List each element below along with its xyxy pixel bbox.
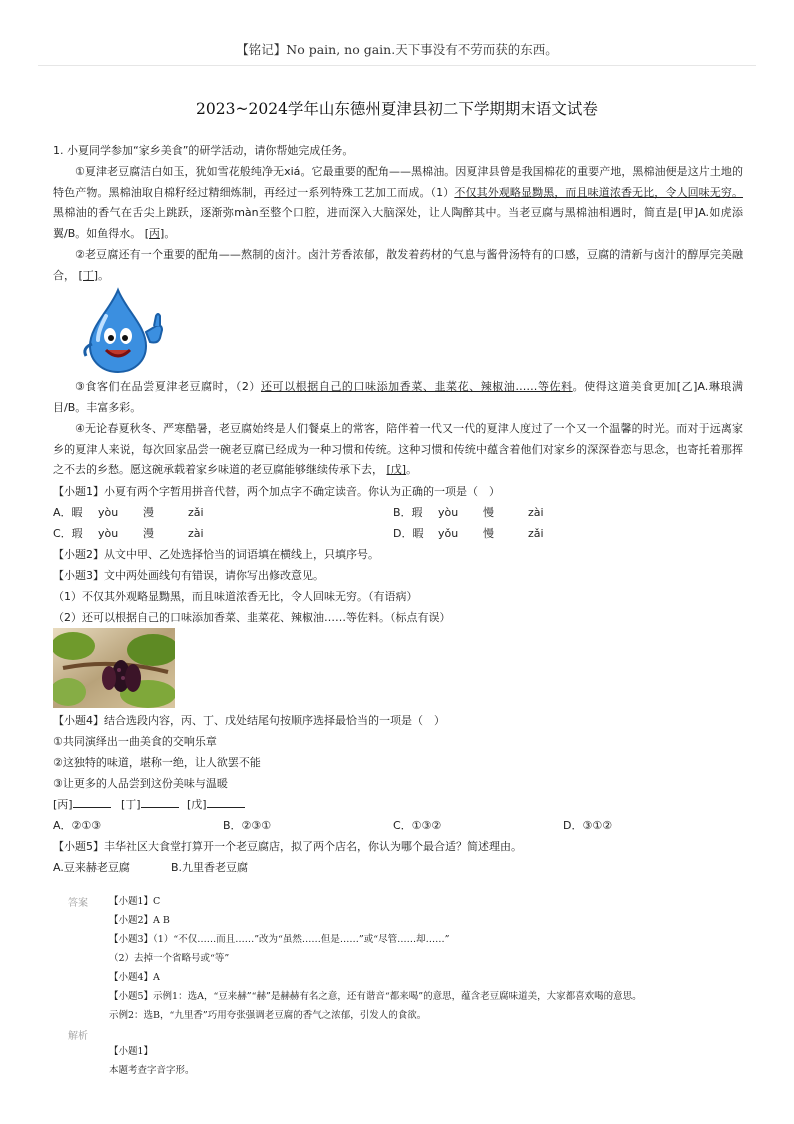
analysis-block [109, 1042, 759, 1080]
subquestion-1: 【小题1】小夏有两个字暂用拼音代替，两个加点字不确定读音。你认为正确的一项是（ ） [53, 485, 500, 498]
option-5b: B.九里香老豆腐 [171, 861, 249, 874]
option-d: D．暇 yǒu 慢 zǎi [393, 527, 544, 540]
underlined-sentence-1: 不仅其外观略显黝黑，而且味道浓香无比，令人回味无穷。 [454, 185, 743, 199]
p2-text-a: ②老豆腐还有一个重要的配角——熬制的卤汁。卤汁芳香浓郁，散发着药材的气息与酱骨汤特有的口感，豆腐的清新与卤汁的醇厚完美融合， [53, 248, 743, 282]
passage-paragraph-3 [53, 377, 743, 418]
p3-text-a: ③食客们在品尝夏津老豆腐时，（2） [75, 380, 261, 393]
sentence-option-2: ②这独特的味道，堪称一绝，让人欲罢不能 [53, 756, 261, 769]
analysis-label: 解析 [68, 1031, 88, 1042]
option-a: A．暇 yòu 漫 zǎi [53, 506, 204, 519]
option-4d: D．③①② [563, 819, 613, 832]
option-4a: A．②①③ [53, 819, 102, 832]
options-row-5 [53, 858, 743, 879]
header-divider [38, 65, 756, 66]
answer-line: 【小题5】示例1：选A，“豆来赫”“赫”是赫赫有名之意，还有谐音“都来喝”的意思，蕴含老豆腐味道美，大家都喜欢喝的意思。 [109, 991, 642, 1002]
option-c: C．瑕 yòu 漫 zài [53, 527, 204, 540]
sentence-option-1: ①共同演绎出一曲美食的交响乐章 [53, 735, 217, 748]
subquestion-4: 【小题4】结合选段内容，丙、丁、戊处结尾句按顺序选择最恰当的一项是（ ） [53, 714, 445, 727]
answer-line: 【小题4】A [109, 972, 160, 983]
passage-paragraph-1: ①夏津老豆腐洁白如玉，犹如雪花般纯净无xiá。它最重要的配角——黑棉油。因夏津县曾是我国棉花的重要产地，黑棉油便是这片土地的特色产物。黑棉油取自棉籽经过精细炼制，再经过一系列特殊工艺加工而成。（1）不仅其外观略显黝黑，而且味道浓香无比，令人回味无穷。黑棉油的香气在舌尖上跳跃，逐渐弥màn至整个口腔，进而深入大脑深处，让人陶醉其中。当老豆腐与黑棉油相遇时，简直是[甲]A.如虎添翼/B。如鱼得水。 [丙]。 [53, 165, 743, 240]
passage-paragraph-4: ④无论春夏秋冬、严寒酷暑，老豆腐始终是人们餐桌上的常客，陪伴着一代又一代的夏津人度过了一个又一个温馨的时光。而对于远离家乡的夏津人来说，每次回家品尝一碗老豆腐已经成为一种习惯和传统。这种习惯和传统中蕴含着他们对家乡的深深眷恋与思念，也寄托着那挥之不去的乡愁。愿这碗承载着家乡味道的老豆腐能够继续传承下去， [戊]。 [53, 422, 743, 476]
p1-text-a: ①夏津老豆腐洁白如玉，犹如雪花般纯净无xiá。它最重要的配角——黑棉油。因夏津县曾是我国棉花的重要产地，黑棉油便是这片土地的特色产物。黑棉油取自棉籽经过精细炼制，再经过一系列特殊工艺加工而成。（1） [53, 165, 743, 199]
answer-block [109, 892, 759, 1025]
blank-label-ding: [丁] [121, 798, 141, 811]
subquestion-5: 【小题5】丰华社区大食堂打算开一个老豆腐店，拟了两个店名，你认为哪个最合适？简述理由。 [53, 840, 522, 853]
blank-ding: [丁] [78, 268, 99, 282]
motto-header: 【铭记】No pain, no gain.天下事没有不劳而获的东西。 [236, 42, 558, 57]
options-row-4 [53, 816, 743, 837]
analysis-line: 本题考查字音字形。 [109, 1065, 195, 1076]
option-b: B．瑕 yòu 慢 zài [393, 506, 544, 519]
answer-line: 【小题2】A B [109, 915, 170, 926]
answer-label: 答案 [68, 898, 88, 909]
option-4b: B．②③① [223, 819, 272, 832]
p1-text-b: 黑棉油的香气在舌尖上跳跃，逐渐弥màn至整个口腔，进而深入大脑深处，让人陶醉其中。当老豆腐与黑棉油相遇时，简直是[甲]A.如虎添翼/B。如鱼得水。 [53, 206, 743, 240]
answer-line: （2）去掉一个省略号或“等” [109, 953, 230, 964]
answer-line: 示例2：选B，“九里香”巧用夸张强调老豆腐的香气之浓郁，引发人的食欲。 [109, 1010, 427, 1021]
answer-line: 【小题1】C [109, 896, 161, 907]
p3-text-b: 。使得这道美食更加[乙]A.琳琅满目/B。丰富多彩。 [53, 380, 743, 414]
subquestion-2: 【小题2】从文中甲、乙处选择恰当的词语填在横线上，只填序号。 [53, 548, 379, 561]
question-stem: 1. 小夏同学参加“家乡美食”的研学活动，请你帮她完成任务。 [53, 144, 354, 157]
mulberry-photo-image [53, 628, 175, 708]
subquestion-3-item-1: （1）不仅其外观略显黝黑，而且味道浓香无比，令人回味无穷。（有语病） [53, 590, 418, 603]
sentence-option-3: ③让更多的人品尝到这份美味与温暖 [53, 777, 228, 790]
page-title: 2023~2024学年山东德州夏津县初二下学期期末语文试卷 [196, 100, 598, 118]
blank-wu: [戊] [386, 463, 407, 476]
blank-label-bing: [丙] [53, 798, 73, 811]
answer-line: 【小题3】（1）“不仅……而且……”改为“虽然……但是……”或“尽管……却……” [109, 934, 450, 945]
option-4c: C．①③② [393, 819, 442, 832]
option-5a: A.豆来赫老豆腐 [53, 861, 130, 874]
blank-bing: [丙] [144, 226, 165, 240]
underlined-sentence-2: 还可以根据自己的口味添加香菜、韭菜花、辣椒油……等佐料 [260, 380, 573, 393]
subquestion-3-item-2: （2）还可以根据自己的口味添加香菜、韭菜花、辣椒油……等佐料。（标点有误） [53, 611, 451, 624]
fill-blanks-row [53, 795, 743, 816]
passage-paragraph-2: ②老豆腐还有一个重要的配角——熬制的卤汁。卤汁芳香浓郁，散发着药材的气息与酱骨汤特有的口感，豆腐的清新与卤汁的醇厚完美融合， [丁]。 [53, 248, 743, 282]
analysis-line: 【小题1】 [109, 1046, 154, 1057]
options-row-1 [53, 503, 743, 524]
subquestion-3: 【小题3】文中两处画线句有错误，请你写出修改意见。 [53, 569, 324, 582]
options-row-2 [53, 524, 743, 545]
water-drop-mascot-image [78, 286, 168, 376]
p4-text-a: ④无论春夏秋冬、严寒酷暑，老豆腐始终是人们餐桌上的常客，陪伴着一代又一代的夏津人度过了一个又一个温馨的时光。而对于远离家乡的夏津人来说，每次回家品尝一碗老豆腐已经成为一种习惯和传统。这种习惯和传统中蕴含着他们对家乡的深深眷恋与思念，也寄托着那挥之不去的乡愁。愿这碗承载着家乡味道的老豆腐能够继续传承下去， [53, 422, 743, 476]
blank-label-wu: [戊] [187, 798, 207, 811]
